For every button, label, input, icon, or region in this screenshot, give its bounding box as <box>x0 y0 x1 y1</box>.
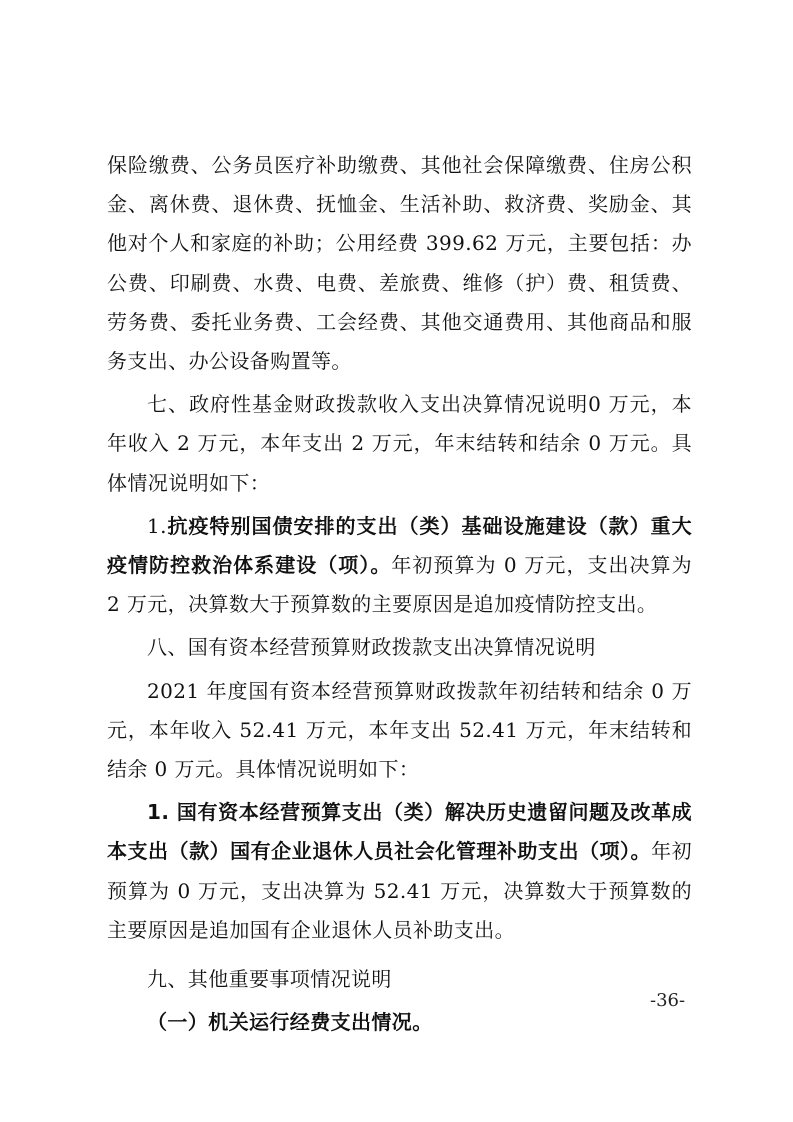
paragraph-public-funds: 保险缴费、公务员医疗补助缴费、其他社会保障缴费、住房公积金、离休费、退休费、抚恤金、生活补助、救济费、奖励金、其他对个人和家庭的补助；公用经费 399.62 万元，主要包括：办公费、印刷费、水费、电费、差旅费、维修（护）费、租赁费、劳务费、委托业务费、工会经费、其他交通费用、其他商品和服务支出、办公设备购置等。 <box>107 153 692 374</box>
item-7-1-paragraph <box>107 507 692 625</box>
section-8-paragraph: 2021 年度国有资本经营预算财政拨款年初结转和结余 0 万元，本年收入 52.41 万元，本年支出 52.41 万元，年末结转和结余 0 万元。具体情况说明如下： <box>107 678 692 782</box>
section-9-title: 九、其他重要事项情况说明 <box>147 967 392 992</box>
item-8-1-heading: 1. 国有资本经营预算支出（类）解决历史遗留问题及改革成本支出（款）国有企业退休人员社会化管理补助支出（项）。 <box>107 800 692 864</box>
page-number: -36- <box>650 990 686 1011</box>
subsection-9-1-title: （一）机关运行经费支出情况。 <box>147 1010 433 1035</box>
item-7-1-text: 年初预算为 0 万元，支出决算为 2 万元，决算数大于预算数的主要原因是追加疫情防控支出。 <box>107 553 692 617</box>
section-8-title: 八、国有资本经营预算财政拨款支出决算情况说明 <box>147 635 596 660</box>
item-8-1-text: 年初预算为 0 万元，支出决算为 52.41 万元，决算数大于预算数的主要原因是追加国有企业退休人员补助支出。 <box>107 839 692 942</box>
section-7-paragraph <box>107 385 692 503</box>
item-7-1-heading: 抗疫特别国债安排的支出（类）基础设施建设（款）重大疫情防控救治体系建设（项）。 <box>107 513 692 578</box>
section-7-text: 0 万元，本年收入 2 万元，本年支出 2 万元，年末结转和结余 0 万元。具体情况说明如下： <box>107 392 692 495</box>
item-7-1-label: 1. <box>147 513 167 538</box>
item-8-1-paragraph <box>107 793 692 950</box>
section-7-title: 七、政府性基金财政拨款收入支出决算情况说明 <box>147 392 589 417</box>
document-body <box>107 146 692 1042</box>
